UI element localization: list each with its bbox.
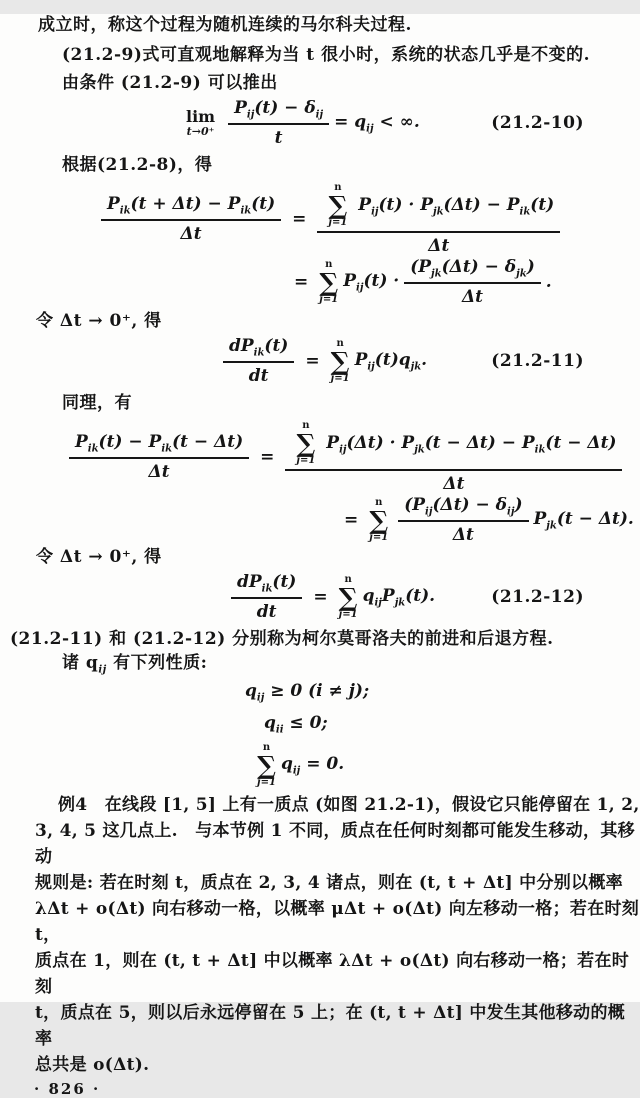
paragraph-similarly: 同理，有 xyxy=(62,393,132,413)
equation-rhs: = $q_{ij}$ < ∞. xyxy=(334,111,420,135)
summation-lower-limit: j=1 xyxy=(328,216,348,228)
fraction-denominator: Δt xyxy=(180,224,202,245)
fraction-numerator: $(P_{jk}(\Delta t) - \delta_{jk})$ xyxy=(404,257,541,284)
equals-sign: = xyxy=(260,447,275,467)
fraction xyxy=(404,257,541,307)
fraction xyxy=(398,495,528,545)
scanned-textbook-page xyxy=(0,14,640,1098)
summation-lower-limit: j=1 xyxy=(319,293,339,305)
equation-forward-derivation-line1 xyxy=(96,180,640,258)
summation-symbol xyxy=(319,260,338,305)
fraction-numerator: $(P_{ij}(\Delta t) - \delta_{ij})$ xyxy=(398,495,528,522)
equation-terminator: . xyxy=(545,272,552,292)
property-qij-nonnegative: $q_{ij} \ge 0$ (i ≠ j); xyxy=(245,681,370,704)
summand: $q_{ij}P_{jk}(t)$. xyxy=(362,585,436,609)
paragraph-let-dt-to-zero: 令 Δt → 0⁺, 得 xyxy=(36,311,162,331)
equals-sign: = xyxy=(313,587,328,607)
limit-operator xyxy=(186,108,215,138)
equation-21-2-12 xyxy=(0,570,640,624)
equation-number: (21.2-10) xyxy=(491,113,584,133)
fraction-numerator: $P_{ik}(t + \Delta t) - P_{ik}(t)$ xyxy=(101,194,281,221)
summation-upper-limit: n xyxy=(336,337,344,349)
equation-backward-derivation-line2 xyxy=(338,494,640,546)
summation-upper-limit: n xyxy=(325,258,333,270)
equation-number: (21.2-12) xyxy=(491,587,584,607)
summation-lower-limit: j=1 xyxy=(338,608,358,620)
paragraph-markov-conclusion: 成立时，称这个过程为随机连续的马尔科夫过程. xyxy=(38,15,412,35)
fraction xyxy=(285,421,622,494)
sigma-icon: ∑ xyxy=(296,428,316,458)
example-line: 质点在 1，则在 (t, t + Δt] 中以概率 λΔt + o(Δt) 向右移动一格；若在时刻 xyxy=(35,951,630,998)
summand: $q_{ij} = 0$. xyxy=(280,753,345,777)
sigma-icon: ∑ xyxy=(328,190,348,220)
fraction-numerator: $P_{ik}(t) - P_{ik}(t - \Delta t)$ xyxy=(69,432,249,459)
summation-lower-limit: j=1 xyxy=(296,454,316,466)
fraction-numerator: $P_{ij}(t) - \delta_{ij}$ xyxy=(228,98,329,125)
summation-lower-limit: j=1 xyxy=(257,776,276,788)
equation-21-2-10 xyxy=(0,98,640,148)
limit-word: lim xyxy=(186,107,216,127)
sigma-icon: ∑ xyxy=(257,750,276,780)
page-number: · 826 · xyxy=(34,1080,101,1098)
summation-upper-limit: n xyxy=(262,741,271,753)
equation-tail-factor: $P_{jk}(t - \Delta t)$. xyxy=(533,508,634,532)
fraction xyxy=(317,183,560,256)
property-row-sum-zero xyxy=(252,742,640,788)
paragraph-condition-intro: 由条件 (21.2-9) 可以推出 xyxy=(62,73,278,93)
summation-upper-limit: n xyxy=(344,573,352,585)
sigma-icon: ∑ xyxy=(319,267,339,297)
equals-sign: = xyxy=(294,272,309,292)
summation-lower-limit: j=1 xyxy=(369,531,389,543)
equation-forward-derivation-line2 xyxy=(288,256,640,308)
sigma-icon: ∑ xyxy=(330,346,350,376)
example-line: 例4 在线段 [1, 5] 上有一质点 (如图 21.2-1)，假设它只能停留在 1, 2, xyxy=(58,795,640,816)
example-line: 规则是: 若在时刻 t，质点在 2, 3, 4 诸点，则在 (t, t + Δt] 中分别以概率 xyxy=(35,873,623,894)
example-line: 总共是 o(Δt). xyxy=(35,1055,150,1076)
equation-number: (21.2-11) xyxy=(491,351,584,371)
summand: $P_{ij}(t)q_{jk}$. xyxy=(354,349,428,373)
summand: $P_{ij}(t) \cdot P_{jk}(\Delta t) - P_{ik}(t)$ xyxy=(358,194,555,217)
fraction-denominator: t xyxy=(274,128,283,149)
summation-symbol xyxy=(369,498,388,543)
summation-symbol xyxy=(296,421,315,466)
fraction-numerator xyxy=(285,421,622,471)
paragraph-interpretation: (21.2-9)式可直观地解释为当 t 很小时，系统的状态几乎是不变的. xyxy=(62,45,590,65)
sigma-icon: ∑ xyxy=(338,582,358,612)
example-line: t，质点在 5，则以后永远停留在 5 上；在 (t, t + Δt] 中发生其他移动的概率 xyxy=(35,1003,626,1050)
fraction-denominator: dt xyxy=(248,366,269,387)
summation-symbol xyxy=(328,183,347,228)
paragraph-kolmogorov-naming: (21.2-11) 和 (21.2-12) 分别称为柯尔莫哥洛夫的前进和后退方程. xyxy=(10,629,554,649)
fraction-numerator xyxy=(317,183,560,233)
summand-prefix: $P_{ij}(t)$ · xyxy=(343,270,400,294)
summation-symbol xyxy=(339,575,358,620)
summation-symbol xyxy=(257,743,276,788)
fraction-denominator: Δt xyxy=(443,473,465,494)
fraction xyxy=(223,336,294,386)
fraction xyxy=(231,572,302,622)
equals-sign: = xyxy=(292,209,307,229)
example-line: 3, 4, 5 这几点上. 与本节例 1 不同，质点在任何时刻都可能发生移动，其移动 xyxy=(35,821,635,868)
fraction xyxy=(69,432,249,482)
summation-lower-limit: j=1 xyxy=(330,372,350,384)
fraction-denominator: Δt xyxy=(461,287,483,308)
equation-21-2-11 xyxy=(0,334,640,388)
equals-sign: = xyxy=(305,351,320,371)
summand: $P_{ij}(\Delta t) \cdot P_{jk}(t - \Delta t) - P_{ik}(t - \Delta t)$ xyxy=(326,432,617,455)
fraction-denominator: Δt xyxy=(148,462,170,483)
fraction-denominator: Δt xyxy=(452,525,474,546)
equation-backward-derivation-line1 xyxy=(64,418,640,496)
example-4-paragraph xyxy=(0,792,640,1078)
sigma-icon: ∑ xyxy=(369,505,389,535)
property-qii-nonpositive: $q_{ii} \le 0$; xyxy=(264,712,328,736)
summation-upper-limit: n xyxy=(375,496,383,508)
paragraph-according-to: 根据(21.2-8)，得 xyxy=(62,155,213,175)
example-line: λΔt + o(Δt) 向右移动一格，以概率 μΔt + o(Δt) 向左移动一格；若在时刻 t， xyxy=(35,899,640,946)
paragraph-let-dt-to-zero-2: 令 Δt → 0⁺, 得 xyxy=(36,547,162,567)
summation-symbol xyxy=(331,339,350,384)
fraction xyxy=(228,98,329,148)
limit-subscript: t→0⁺ xyxy=(186,124,215,138)
paragraph-qij-properties-intro: 诸 $q_{ij}$ 有下列性质: xyxy=(62,653,208,676)
fraction-denominator: dt xyxy=(256,602,277,623)
fraction-numerator: $dP_{ik}(t)$ xyxy=(231,572,302,599)
fraction xyxy=(101,194,281,244)
summation-upper-limit: n xyxy=(334,181,342,193)
summation-upper-limit: n xyxy=(302,419,310,431)
fraction-numerator: $dP_{ik}(t)$ xyxy=(223,336,294,363)
fraction-denominator: Δt xyxy=(428,235,450,256)
equals-sign: = xyxy=(344,510,359,530)
